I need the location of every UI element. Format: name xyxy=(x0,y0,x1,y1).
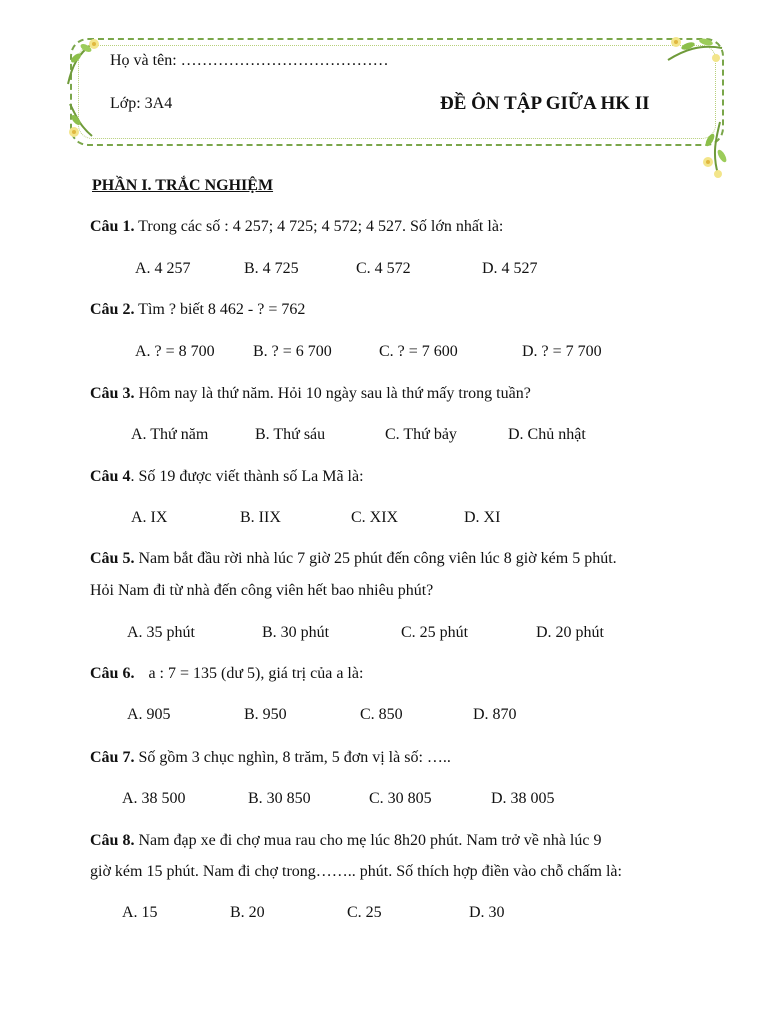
question-label: Câu 6. xyxy=(90,665,135,682)
section-title: PHẦN I. TRẮC NGHIỆM xyxy=(92,177,274,194)
question-text: Nam đạp xe đi chợ mua rau cho mẹ lúc 8h20 phút. Nam trở về nhà lúc 9 xyxy=(138,832,602,849)
option-a[interactable]: A. IX xyxy=(131,509,168,526)
floral-bottom-right-icon xyxy=(690,118,730,180)
option-b[interactable]: B. ? = 6 700 xyxy=(253,343,332,360)
question-6 xyxy=(90,665,363,683)
class-label: Lớp: 3A4 xyxy=(110,95,173,112)
option-c[interactable]: C. 4 572 xyxy=(356,260,411,277)
question-text: a : 7 = 135 (dư 5), giá trị của a là: xyxy=(148,665,364,682)
option-c[interactable]: C. 25 phút xyxy=(401,624,469,641)
option-a[interactable]: A. Thứ năm xyxy=(131,426,209,443)
question-text: Hôm nay là thứ năm. Hỏi 10 ngày sau là thứ mấy trong tuần? xyxy=(138,385,531,402)
floral-bottom-left-icon xyxy=(62,100,102,142)
question-text: . Số 19 được viết thành số La Mã là: xyxy=(130,468,364,485)
option-d[interactable]: D. 30 xyxy=(469,904,505,921)
question-label: Câu 4 xyxy=(90,468,131,485)
question-5-continued: Hỏi Nam đi từ nhà đến công viên hết bao nhiêu phút? xyxy=(90,582,434,599)
question-label: Câu 1. xyxy=(90,218,135,235)
option-c[interactable]: C. XIX xyxy=(351,509,399,526)
option-c[interactable]: C. 850 xyxy=(360,706,403,723)
option-b[interactable]: B. 4 725 xyxy=(244,260,299,277)
option-d[interactable]: D. 870 xyxy=(473,706,517,723)
question-label: Câu 3. xyxy=(90,385,135,402)
floral-top-right-icon xyxy=(664,30,726,70)
option-d[interactable]: D. XI xyxy=(464,509,501,526)
option-d[interactable]: D. 4 527 xyxy=(482,260,538,277)
question-2 xyxy=(90,301,305,319)
document-title: ĐỀ ÔN TẬP GIỮA HK II xyxy=(440,93,650,114)
option-d[interactable]: D. 20 phút xyxy=(536,624,604,641)
option-b[interactable]: B. 20 xyxy=(230,904,265,921)
option-d[interactable]: D. 38 005 xyxy=(491,790,555,807)
option-a[interactable]: A. 905 xyxy=(127,706,171,723)
option-a[interactable]: A. 35 phút xyxy=(127,624,195,641)
question-label: Câu 5. xyxy=(90,550,135,567)
option-b[interactable]: B. 30 850 xyxy=(248,790,311,807)
option-b[interactable]: B. IIX xyxy=(240,509,281,526)
question-5 xyxy=(90,550,617,568)
question-3 xyxy=(90,385,531,403)
question-4 xyxy=(90,468,364,486)
option-b[interactable]: B. 950 xyxy=(244,706,287,723)
option-c[interactable]: C. 25 xyxy=(347,904,382,921)
floral-top-left-icon xyxy=(62,36,108,88)
question-label: Câu 8. xyxy=(90,832,135,849)
question-label: Câu 2. xyxy=(90,301,135,318)
option-a[interactable]: A. 4 257 xyxy=(135,260,191,277)
option-b[interactable]: B. 30 phút xyxy=(262,624,330,641)
question-text: Trong các số : 4 257; 4 725; 4 572; 4 527. Số lớn nhất là: xyxy=(138,218,504,235)
option-c[interactable]: C. 30 805 xyxy=(369,790,432,807)
option-a[interactable]: A. 38 500 xyxy=(122,790,186,807)
option-d[interactable]: D. ? = 7 700 xyxy=(522,343,602,360)
question-8-continued: giờ kém 15 phút. Nam đi chợ trong…….. phút. Số thích hợp điền vào chỗ chấm là: xyxy=(90,863,622,880)
question-8 xyxy=(90,832,601,850)
option-d[interactable]: D. Chủ nhật xyxy=(508,426,586,443)
question-text: Tìm ? biết 8 462 - ? = 762 xyxy=(138,301,306,318)
question-text: Nam bắt đầu rời nhà lúc 7 giờ 25 phút đến công viên lúc 8 giờ kém 5 phút. xyxy=(138,550,617,567)
option-a[interactable]: A. ? = 8 700 xyxy=(135,343,215,360)
option-b[interactable]: B. Thứ sáu xyxy=(255,426,326,443)
option-a[interactable]: A. 15 xyxy=(122,904,158,921)
question-1 xyxy=(90,218,503,236)
question-label: Câu 7. xyxy=(90,749,135,766)
question-text: Số gồm 3 chục nghìn, 8 trăm, 5 đơn vị là số: ….. xyxy=(138,749,451,766)
option-c[interactable]: C. Thứ bảy xyxy=(385,426,457,443)
question-7 xyxy=(90,749,451,767)
student-name-field[interactable]: Họ và tên: ………………………………… xyxy=(110,52,389,69)
option-c[interactable]: C. ? = 7 600 xyxy=(379,343,458,360)
